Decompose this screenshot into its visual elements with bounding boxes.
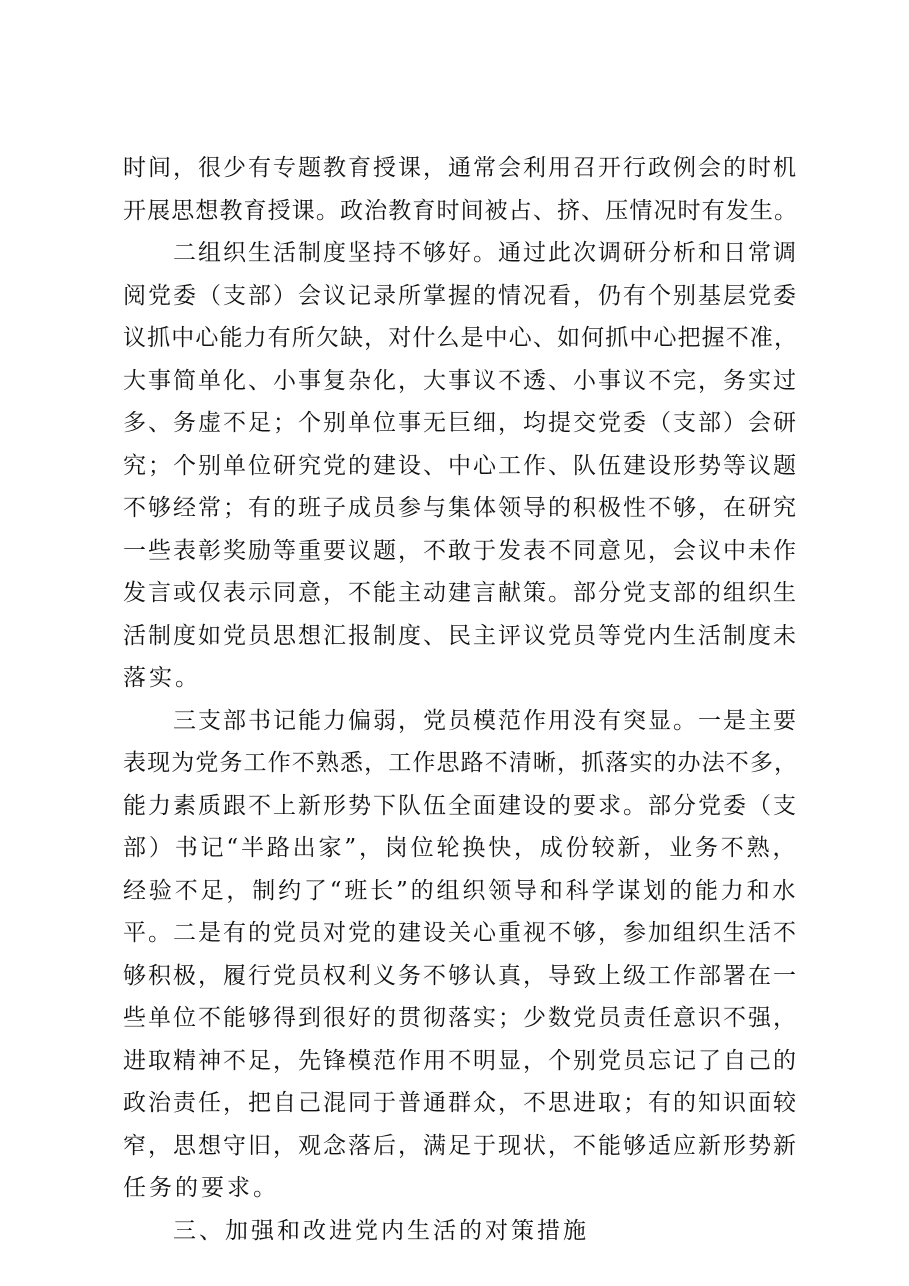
section-heading: 三、加强和改进党内生活的对策措施 [173, 1217, 589, 1244]
text-line: 时间，很少有专题教育授课，通常会利用召开行政例会的时机 [123, 155, 798, 181]
text-line: 不够经常；有的班子成员参与集体领导的积极性不够，在研究 [123, 495, 798, 521]
text-line: 发言或仅表示同意，不能主动建言献策。部分党支部的组织生 [123, 580, 798, 606]
text-line: 多、务虚不足；个别单位事无巨细，均提交党委（支部）会研 [123, 410, 798, 436]
text-line: 一些表彰奖励等重要议题，不敢于发表不同意见，会议中未作 [123, 537, 798, 564]
text-line: 进取精神不足，先锋模范作用不明显，个别党员忘记了自己的 [123, 1047, 798, 1074]
text-line: 政治责任，把自己混同于普通群众，不思进取；有的知识面较 [123, 1090, 798, 1116]
text-line: 部）书记“半路出家”，岗位轮换快，成份较新，业务不熟， [123, 835, 798, 861]
text-line: 议抓中心能力有所欠缺，对什么是中心、如何抓中心把握不准， [123, 325, 798, 351]
text-line: 开展思想教育授课。政治教育时间被占、挤、压情况时有发生。 [123, 197, 798, 224]
text-line: 大事简单化、小事复杂化，大事议不透、小事议不完，务实过 [123, 367, 798, 394]
text-line: 任务的要求。 [123, 1175, 279, 1201]
paragraph-heading-line: 二组织生活制度坚持不够好。通过此次调研分析和日常调 [173, 240, 798, 266]
text-line: 些单位不能够得到很好的贯彻落实；少数党员责任意识不强， [123, 1005, 798, 1031]
paragraph-heading-line: 三支部书记能力偏弱，党员模范作用没有突显。一是主要 [173, 707, 798, 734]
text-line: 平。二是有的党员对党的建设关心重视不够，参加组织生活不 [123, 920, 798, 946]
text-line: 阅党委（支部）会议记录所掌握的情况看，仍有个别基层党委 [123, 282, 798, 309]
text-line: 表现为党务工作不熟悉，工作思路不清晰，抓落实的办法不多， [123, 750, 798, 776]
text-line: 活制度如党员思想汇报制度、民主评议党员等党内生活制度未 [123, 622, 798, 649]
text-line: 窄，思想守旧，观念落后，满足于现状，不能够适应新形势新 [123, 1132, 798, 1159]
text-line: 经验不足，制约了“班长”的组织领导和科学谋划的能力和水 [123, 877, 798, 904]
text-line: 能力素质跟不上新形势下队伍全面建设的要求。部分党委（支 [123, 792, 798, 819]
text-line: 够积极，履行党员权利义务不够认真，导致上级工作部署在一 [123, 962, 798, 989]
document-body [123, 147, 798, 1252]
text-line: 究；个别单位研究党的建设、中心工作、队伍建设形势等议题 [123, 452, 798, 479]
text-line: 落实。 [123, 665, 201, 691]
